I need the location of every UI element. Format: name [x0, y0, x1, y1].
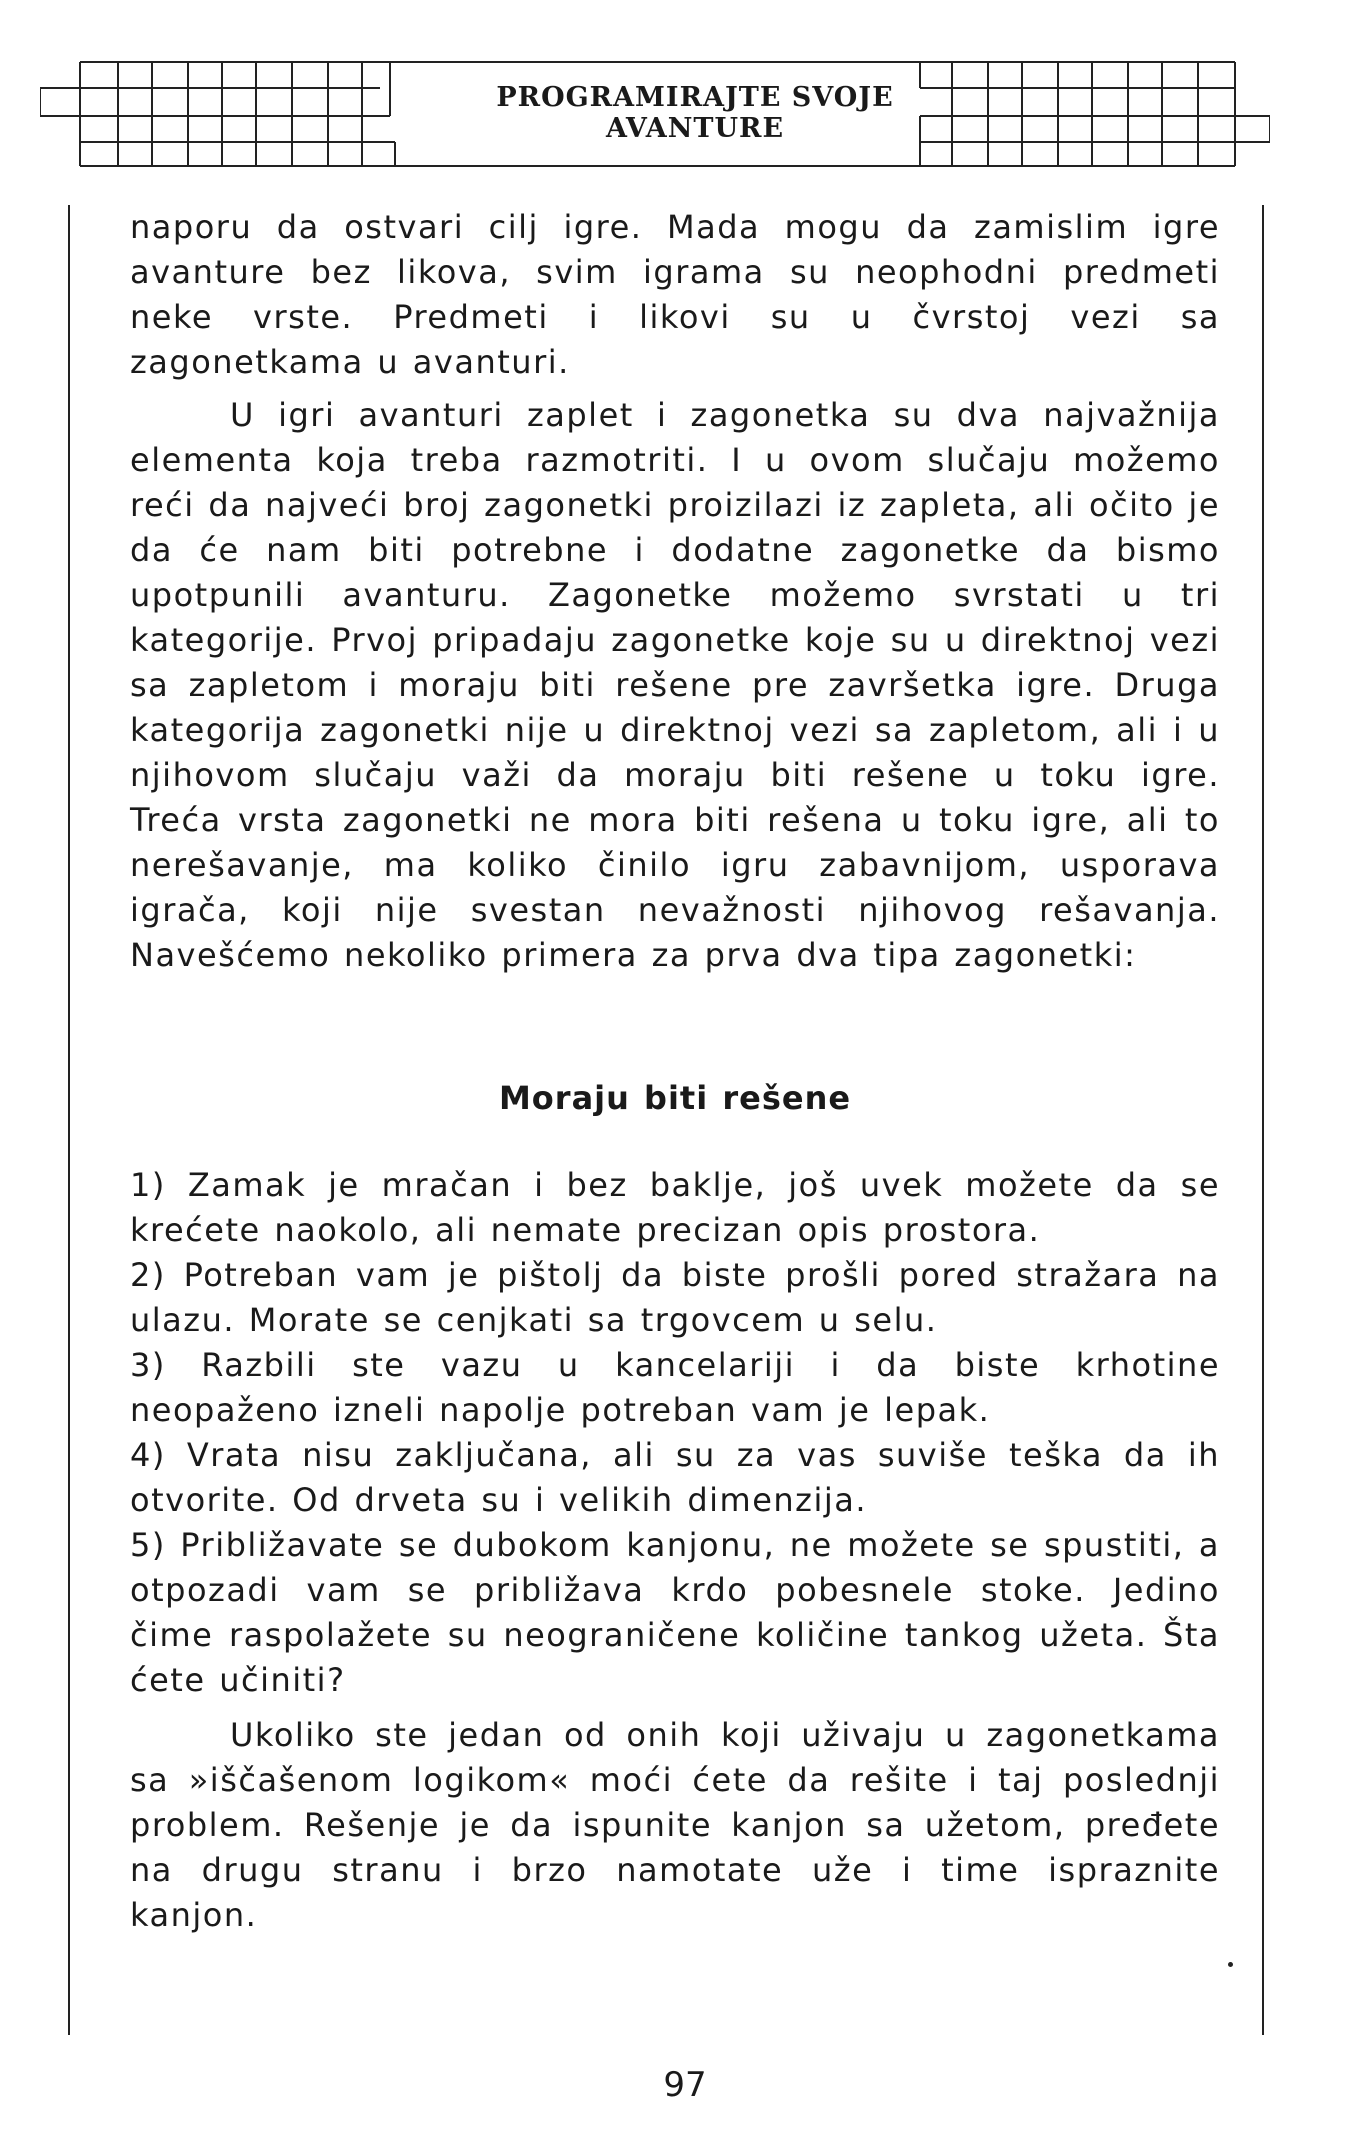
list-item: 4) Vrata nisu zaključana, ali su za vas suviše teška da ih otvorite. Od drveta su i velikih dimenzija.: [130, 1436, 1220, 1519]
body-paragraph: naporu da ostvari cilj igre. Mada mogu da zamislim igre avanture bez likova, svim igrama su neophodni predmeti neke vrste. Predmeti i likovi su u čvrstoj vezi sa zagonetkama u avanturi.: [130, 208, 1220, 381]
running-title-line-2: AVANTURE: [605, 113, 785, 144]
section-heading: Moraju biti rešene: [498, 1079, 852, 1117]
ink-speck: [1228, 1962, 1233, 1967]
list-item: 5) Približavate se dubokom kanjonu, ne možete se spustiti, a otpozadi vam se približava krdo pobesnele stoke. Jedino čime raspolažete su neograničene količine tankog užeta. Šta ćete učiniti?: [130, 1526, 1220, 1699]
list-item: 3) Razbili ste vazu u kancelariji i da biste krhotine neopaženo izneli napolje potreban vam je lepak.: [130, 1346, 1220, 1429]
left-margin-rule: [68, 205, 70, 2035]
body-paragraph: U igri avanturi zaplet i zagonetka su dva najvažnija elementa koja treba razmotriti. I u ovom slučaju možemo reći da najveći broj zagonetki proizilazi iz zapleta, ali očito je da će nam biti potrebne i dodatne zagonetke da bismo upotpunili avanturu. Zagonetke možemo svrstati u tri kategorije. Prvoj pripadaju zagonetke koje su u direktnoj vezi sa zapletom i moraju biti rešene pre završetka igre. Druga kategorija zagonetki nije u direktnoj vezi sa zapletom, ali i u njihovom slučaju važi da moraju biti rešene u toku igre. Treća vrsta zagonetki ne mora biti rešena u toku igre, ali to nerešavanje, ma koliko činilo igru zabavnijom, usporava igrača, koji nije svestan nevažnosti njihovog rešavanja. Navešćemo nekoliko primera za prva dva tipa zagonetki:: [130, 396, 1220, 974]
running-title: [465, 82, 925, 144]
page-body: [130, 205, 1220, 1946]
running-title-line-1: PROGRAMIRAJTE SVOJE: [496, 82, 894, 113]
list-item: 1) Zamak je mračan i bez baklje, još uvek možete da se krećete naokolo, ali nemate precizan opis prostora.: [130, 1166, 1220, 1249]
page-number: 97: [663, 2065, 707, 2105]
list-item: 2) Potreban vam je pištolj da biste prošli pored stražara na ulazu. Morate se cenjkati sa trgovcem u selu.: [130, 1256, 1220, 1339]
right-margin-rule: [1262, 205, 1264, 2035]
closing-paragraph: Ukoliko ste jedan od onih koji uživaju u zagonetkama sa »iščašenom logikom« moći ćete da rešite i taj poslednji problem. Rešenje je da ispunite kanjon sa užetom, pređete na drugu stranu i brzo namotate uže i time ispraznite kanjon.: [130, 1716, 1220, 1934]
page-header: [40, 60, 1270, 170]
